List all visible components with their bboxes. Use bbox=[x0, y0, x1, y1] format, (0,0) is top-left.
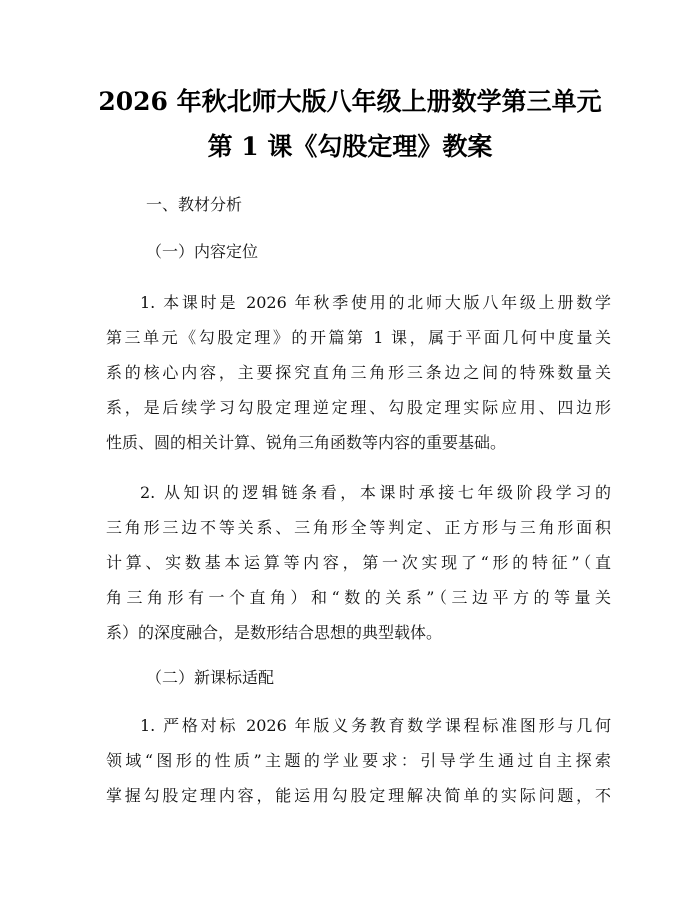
text-line: 性质、圆的相关计算、锐角三角函数等内容的重要基础。 bbox=[106, 433, 507, 452]
text-line: 领域“图形的性质”主题的学业要求：引导学生通过自主探索 bbox=[106, 751, 611, 770]
text-line: 系的核心内容，主要探究直角三角形三条边之间的特殊数量关 bbox=[106, 363, 611, 382]
subsection-heading-curriculum-standard: （二）新课标适配 bbox=[146, 668, 275, 687]
section-heading-teaching-material-analysis: 一、教材分析 bbox=[146, 195, 243, 214]
text-line: 角三角形有一个直角）和“数的关系”（三边平方的等量关 bbox=[106, 588, 611, 607]
text-line: 第三单元《勾股定理》的开篇第 1 课，属于平面几何中度量关 bbox=[106, 328, 611, 347]
text-line: 掌握勾股定理内容，能运用勾股定理解决简单的实际问题，不 bbox=[106, 786, 611, 805]
text-line: 1. 本课时是 2026 年秋季使用的北师大版八年级上册数学 bbox=[140, 293, 611, 312]
subsection-heading-content-positioning: （一）内容定位 bbox=[146, 242, 259, 261]
paragraph-content-positioning-1 bbox=[106, 285, 611, 460]
text-line: 1. 严格对标 2026 年版义务教育数学课程标准图形与几何 bbox=[140, 716, 611, 735]
document-title-line-2: 第 1 课《勾股定理》教案 bbox=[207, 132, 493, 161]
paragraph-curriculum-standard-1 bbox=[106, 708, 611, 813]
paragraph-content-positioning-2 bbox=[106, 475, 611, 650]
text-line: 系，是后续学习勾股定理逆定理、勾股定理实际应用、四边形 bbox=[106, 398, 611, 417]
text-line: 计算、实数基本运算等内容，第一次实现了“形的特征”（直 bbox=[106, 553, 611, 572]
text-line: 系）的深度融合，是数形结合思想的典型载体。 bbox=[106, 623, 443, 642]
text-line: 三角形三边不等关系、三角形全等判定、正方形与三角形面积 bbox=[106, 518, 611, 537]
text-line: 2. 从知识的逻辑链条看，本课时承接七年级阶段学习的 bbox=[140, 483, 611, 502]
document-title-line-1: 2026 年秋北师大版八年级上册数学第三单元 bbox=[98, 87, 602, 116]
